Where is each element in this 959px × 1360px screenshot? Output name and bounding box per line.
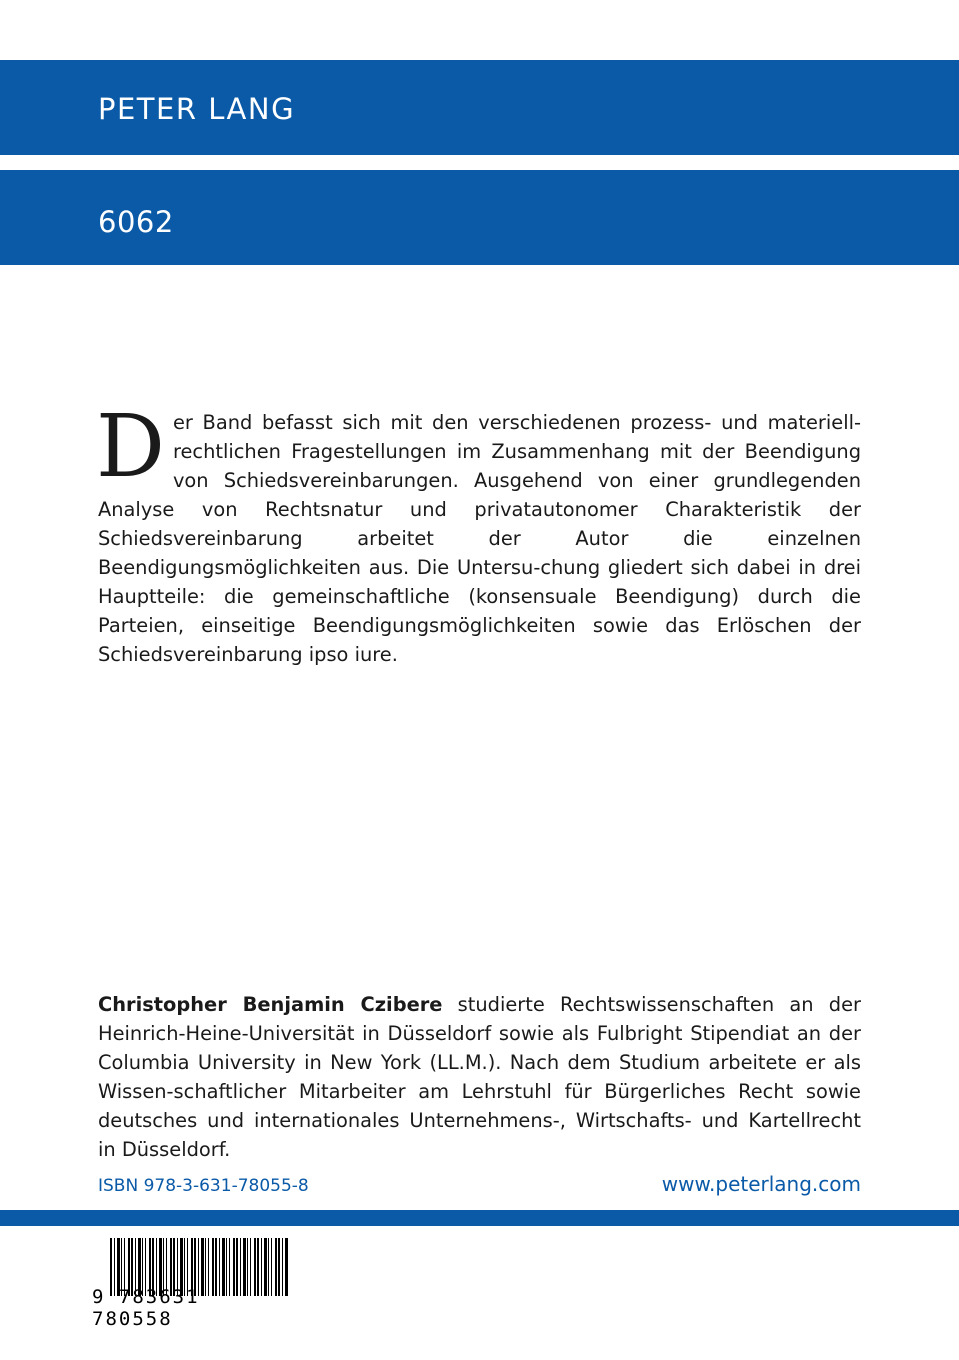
isbn-label: ISBN 978-3-631-78055-8	[98, 1176, 309, 1196]
publisher-name: PETER LANG	[98, 92, 296, 126]
dropcap-letter: D	[96, 397, 165, 497]
publisher-band	[0, 60, 959, 155]
author-name: Christopher Benjamin Czibere	[98, 993, 443, 1016]
barcode-digits: 9 783631 780558	[92, 1286, 200, 1330]
author-bio	[98, 990, 861, 1164]
bio-text: studierte Rechtswissenschaften an der Heinrich-Heine-Universität in Düsseldorf sowie als Fulbright Stipendiat an der Columbia University in New York (LL.M.). Nach dem Studium arbeitete er als Wissen-schaftlicher Mitarbeiter am Lehrstuhl für Bürgerliches Recht sowie deutsches und internationales Unternehmens-, Wirtschafts- und Kartellrecht in Düsseldorf.	[98, 993, 861, 1161]
series-band	[0, 170, 959, 265]
abstract-text: er Band befasst sich mit den verschiedenen prozess- und materiell-rechtlichen Fragestellungen im Zusammenhang mit der Beendigung von Schiedsvereinbarungen. Ausgehend von einer grundlegenden Analyse von Rechtsnatur und privatautonomer Charakteristik der Schiedsvereinbarung arbeitet der Autor die einzelnen Beendigungsmöglichkeiten aus. Die Untersu-chung gliedert sich dabei in drei Hauptteile: die gemeinschaftliche (konsensuale Beendigung) durch die Parteien, einseitige Beendigungsmöglichkeiten sowie das Erlöschen der Schiedsvereinbarung ipso iure.	[98, 411, 861, 666]
book-abstract	[96, 397, 861, 669]
website-link[interactable]: www.peterlang.com	[661, 1172, 861, 1196]
bottom-band	[0, 1210, 959, 1226]
barcode	[92, 1234, 292, 1330]
series-number: 6062	[98, 205, 174, 239]
